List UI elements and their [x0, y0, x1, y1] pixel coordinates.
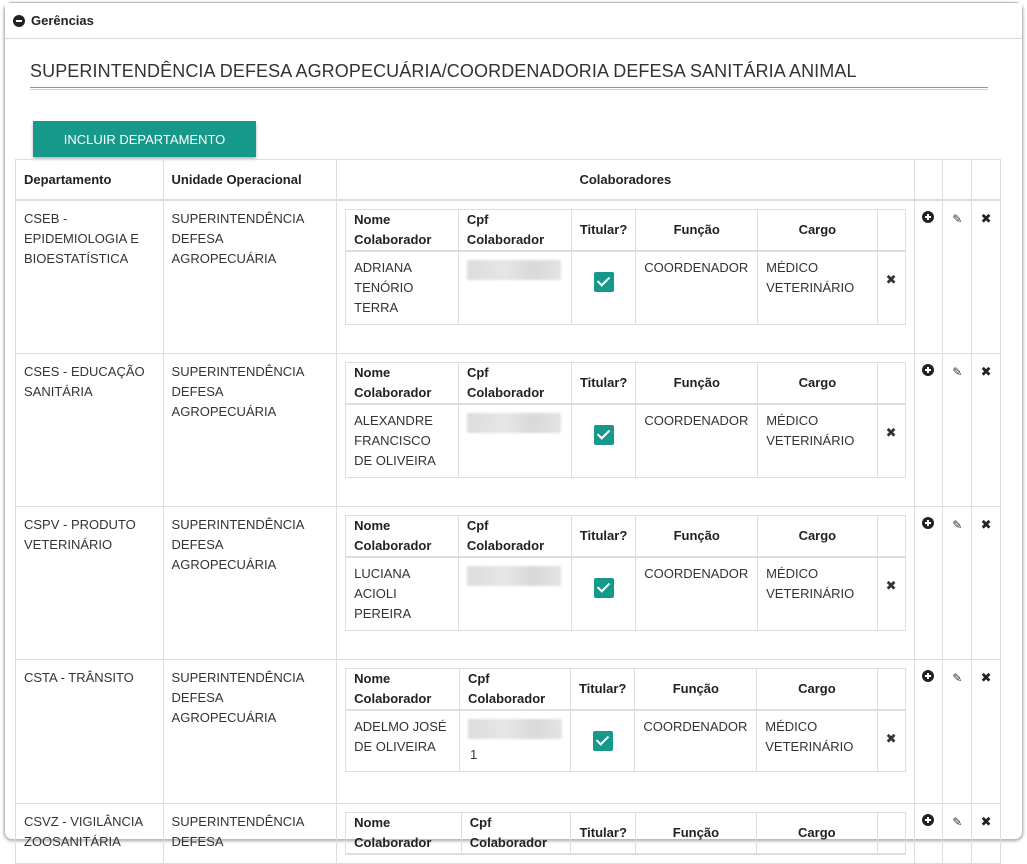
title-divider — [30, 87, 988, 90]
inner-header-empty — [877, 516, 905, 558]
inner-header-titular: Titular? — [571, 516, 635, 558]
action-delete-cell — [972, 354, 1001, 507]
inner-header-cargo: Cargo — [758, 363, 877, 405]
header-empty-1 — [914, 160, 943, 200]
panel-header[interactable] — [5, 3, 1022, 39]
inner-header-empty — [877, 669, 905, 711]
remove-colaborador-close-icon[interactable]: ✖ — [885, 731, 897, 746]
colaborador-funcao: COORDENADOR — [636, 404, 758, 478]
colaboradores-table — [345, 515, 905, 631]
cell-departamento: CSPV - PRODUTO VETERINÁRIO — [16, 507, 164, 660]
colaboradores-table — [345, 209, 905, 325]
colaborador-nome: ADRIANA TENÓRIO TERRA — [346, 251, 459, 325]
inner-header-funcao: Função — [635, 669, 757, 711]
inner-header-nome: Nome Colaborador — [346, 669, 460, 711]
action-delete-cell — [972, 804, 1001, 864]
inner-header-funcao: Função — [636, 363, 758, 405]
cell-unidade: SUPERINTENDÊNCIA DEFESA AGROPECUÁRIA — [163, 354, 337, 507]
add-department-button[interactable]: INCLUIR DEPARTAMENTO — [33, 121, 256, 157]
inner-header-empty — [877, 209, 905, 251]
cell-unidade: SUPERINTENDÊNCIA DEFESA AGROPECUÁRIA — [163, 660, 337, 804]
colaborador-cpf — [458, 251, 571, 325]
delete-department-close-icon[interactable]: ✖ — [980, 364, 992, 379]
cell-colaboradores — [337, 804, 914, 864]
action-delete-cell — [972, 660, 1001, 804]
colaborador-cpf — [459, 710, 570, 772]
gerencias-panel — [4, 2, 1023, 850]
action-add-cell — [914, 354, 943, 507]
colaboradores-table — [345, 362, 905, 478]
action-delete-cell — [972, 507, 1001, 660]
colaborador-titular — [570, 710, 634, 772]
colaborador-row — [346, 404, 905, 478]
header-empty-2 — [943, 160, 972, 200]
inner-header-cpf: Cpf Colaborador — [458, 516, 571, 558]
action-edit-cell — [943, 660, 972, 804]
inner-header-titular: Titular? — [571, 813, 635, 855]
action-edit-cell — [943, 354, 972, 507]
remove-colaborador-close-icon[interactable]: ✖ — [885, 578, 897, 593]
titular-checkbox[interactable] — [594, 425, 614, 445]
colaborador-funcao: COORDENADOR — [636, 557, 758, 631]
titular-checkbox[interactable] — [593, 731, 613, 751]
remove-colaborador-close-icon[interactable]: ✖ — [885, 425, 897, 440]
table-row — [16, 804, 1001, 864]
colaborador-nome: ALEXANDRE FRANCISCO DE OLIVEIRA — [346, 404, 459, 478]
cpf-redacted — [467, 566, 561, 586]
cell-unidade: SUPERINTENDÊNCIA DEFESA AGROPECUÁRIA — [163, 200, 337, 354]
cpf-redacted — [467, 260, 561, 280]
edit-department-pencil-icon[interactable]: ✎ — [952, 518, 963, 532]
delete-department-close-icon[interactable]: ✖ — [980, 210, 992, 226]
cpf-redacted — [467, 413, 561, 433]
panel-title: Gerências — [31, 13, 94, 28]
colaborador-cargo: MÉDICO VETERINÁRIO — [758, 557, 877, 631]
colaborador-nome: LUCIANA ACIOLI PEREIRA — [346, 557, 459, 631]
colaboradores-table — [345, 668, 905, 772]
colaborador-row — [346, 251, 905, 325]
add-colaborador-plus-circle-icon[interactable] — [922, 517, 934, 529]
remove-colaborador-cell — [877, 404, 905, 478]
inner-header-funcao: Função — [635, 813, 756, 855]
inner-header-cargo: Cargo — [758, 209, 877, 251]
remove-colaborador-cell — [877, 710, 905, 772]
action-add-cell — [914, 660, 943, 804]
action-delete-cell — [972, 200, 1001, 354]
cell-departamento: CSEB - EPIDEMIOLOGIA E BIOESTATÍSTICA — [16, 200, 164, 354]
table-row — [16, 507, 1001, 660]
colaborador-cpf — [458, 404, 571, 478]
inner-header-nome: Nome Colaborador — [346, 516, 459, 558]
colaborador-nome: ADELMO JOSÉ DE OLIVEIRA — [346, 710, 460, 772]
cell-colaboradores — [337, 660, 914, 804]
edit-department-pencil-icon[interactable]: ✎ — [952, 815, 963, 829]
add-colaborador-plus-circle-icon[interactable] — [922, 670, 934, 682]
inner-header-cpf: Cpf Colaborador — [459, 669, 570, 711]
colaboradores-table — [345, 812, 905, 855]
table-row — [16, 200, 1001, 354]
inner-header-cpf: Cpf Colaborador — [461, 813, 571, 855]
titular-checkbox[interactable] — [594, 272, 614, 292]
inner-header-titular: Titular? — [571, 363, 635, 405]
header-unidade: Unidade Operacional — [163, 160, 337, 200]
cell-departamento: CSVZ - VIGILÂNCIA ZOOSANITÁRIA — [16, 804, 164, 864]
collapse-minus-icon[interactable] — [13, 15, 25, 27]
colaborador-row — [346, 557, 905, 631]
cell-unidade: SUPERINTENDÊNCIA DEFESA — [163, 804, 337, 864]
remove-colaborador-close-icon[interactable]: ✖ — [885, 271, 897, 287]
cell-colaboradores — [337, 507, 914, 660]
edit-department-pencil-icon[interactable]: ✎ — [952, 211, 963, 226]
departments-table — [15, 159, 1001, 864]
inner-header-cargo: Cargo — [756, 813, 877, 855]
inner-header-nome: Nome Colaborador — [346, 813, 462, 855]
action-add-cell — [914, 804, 943, 864]
edit-department-pencil-icon[interactable]: ✎ — [952, 671, 963, 685]
colaborador-titular — [571, 404, 635, 478]
colaborador-titular — [571, 557, 635, 631]
action-add-cell — [914, 200, 943, 354]
inner-header-titular: Titular? — [570, 669, 634, 711]
colaborador-funcao: COORDENADOR — [636, 251, 758, 325]
cell-departamento: CSES - EDUCAÇÃO SANITÁRIA — [16, 354, 164, 507]
colaborador-cpf — [458, 557, 571, 631]
header-empty-3 — [972, 160, 1001, 200]
colaborador-row — [346, 710, 905, 772]
inner-header-empty — [877, 363, 905, 405]
add-colaborador-plus-circle-icon[interactable] — [922, 364, 934, 376]
action-edit-cell — [943, 507, 972, 660]
cell-colaboradores — [337, 354, 914, 507]
titular-checkbox[interactable] — [594, 578, 614, 598]
table-row — [16, 354, 1001, 507]
remove-colaborador-cell — [877, 251, 905, 325]
action-edit-cell — [943, 200, 972, 354]
edit-department-pencil-icon[interactable]: ✎ — [952, 365, 963, 379]
header-departamento: Departamento — [16, 160, 164, 200]
cpf-tail: 1 — [469, 747, 478, 762]
inner-header-cargo: Cargo — [757, 669, 877, 711]
add-colaborador-plus-circle-icon[interactable] — [922, 814, 934, 826]
inner-header-cargo: Cargo — [758, 516, 877, 558]
colaborador-cargo: MÉDICO VETERINÁRIO — [757, 710, 877, 772]
table-row — [16, 660, 1001, 804]
inner-header-nome: Nome Colaborador — [346, 363, 459, 405]
header-colaboradores: Colaboradores — [337, 160, 914, 200]
remove-colaborador-cell — [877, 557, 905, 631]
cpf-redacted — [468, 719, 562, 739]
colaborador-cargo: MÉDICO VETERINÁRIO — [758, 404, 877, 478]
action-edit-cell — [943, 804, 972, 864]
cell-colaboradores — [337, 200, 914, 354]
action-add-cell — [914, 507, 943, 660]
section-title: SUPERINTENDÊNCIA DEFESA AGROPECUÁRIA/COORDENADORIA DEFESA SANITÁRIA ANIMAL — [30, 61, 857, 81]
colaborador-cargo: MÉDICO VETERINÁRIO — [758, 251, 877, 325]
delete-department-close-icon[interactable]: ✖ — [980, 517, 992, 532]
inner-header-cpf: Cpf Colaborador — [458, 363, 571, 405]
inner-header-empty — [877, 813, 905, 855]
inner-header-cpf: Cpf Colaborador — [458, 209, 571, 251]
inner-header-funcao: Função — [636, 209, 758, 251]
inner-header-nome: Nome Colaborador — [346, 209, 459, 251]
cell-unidade: SUPERINTENDÊNCIA DEFESA AGROPECUÁRIA — [163, 507, 337, 660]
inner-header-funcao: Função — [636, 516, 758, 558]
colaborador-titular — [571, 251, 635, 325]
delete-department-close-icon[interactable]: ✖ — [980, 670, 992, 685]
colaborador-funcao: COORDENADOR — [635, 710, 757, 772]
delete-department-close-icon[interactable]: ✖ — [980, 814, 992, 829]
inner-header-titular: Titular? — [571, 209, 635, 251]
cell-departamento: CSTA - TRÂNSITO — [16, 660, 164, 804]
add-colaborador-plus-circle-icon[interactable] — [922, 211, 934, 223]
